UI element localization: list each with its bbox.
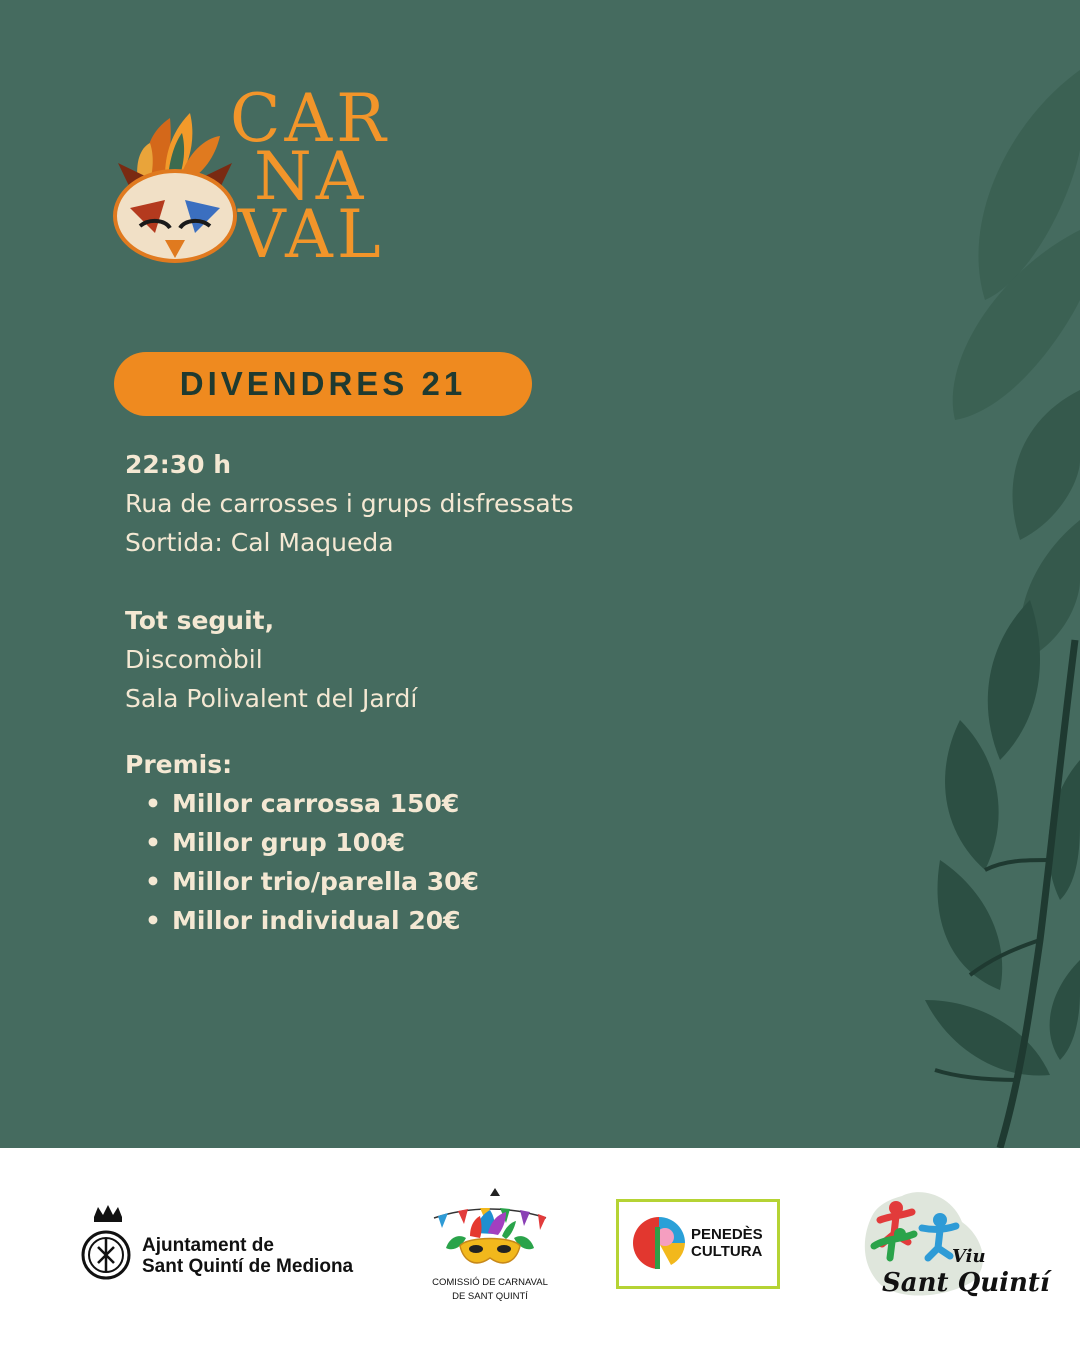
carnival-mask-icon <box>110 108 240 268</box>
prize-item: • Millor individual 20€ <box>125 901 479 940</box>
day-badge: DIVENDRES 21 <box>114 352 532 416</box>
penedes-line-1: PENEDÈS <box>691 1226 763 1243</box>
comissio-name <box>420 1276 560 1304</box>
prize-item: • Millor trio/parella 30€ <box>125 862 479 901</box>
viu-line-1: Viu <box>952 1246 986 1267</box>
prize-item: • Millor grup 100€ <box>125 823 479 862</box>
mask-garland-icon <box>420 1188 560 1274</box>
comissio-line-2: DE SANT QUINTÍ <box>452 1291 528 1302</box>
event-description: Discomòbil <box>125 645 263 674</box>
carnaval-title <box>230 80 400 273</box>
event-location: Sortida: Cal Maqueda <box>125 528 394 557</box>
prizes-heading: Premis: <box>125 750 233 779</box>
viu-sant-quinti-logo <box>852 1186 1050 1300</box>
title-line-3: VAL <box>238 196 385 273</box>
event-block-discomobil <box>125 601 417 718</box>
viu-line-2: Sant Quintí <box>882 1268 1050 1298</box>
prizes-list <box>125 784 479 940</box>
prizes-block <box>125 745 479 940</box>
event-block-rua <box>125 445 574 562</box>
comissio-line-1: COMISSIÓ DE CARNAVAL <box>432 1277 548 1288</box>
ajuntament-line-1: Ajuntament de <box>142 1235 274 1256</box>
viu-sant-quinti-name <box>882 1244 1050 1296</box>
prize-item: • Millor carrossa 150€ <box>125 784 479 823</box>
penedes-logo-icon <box>629 1213 689 1273</box>
title-line-2: NA <box>254 138 368 215</box>
penedes-cultura-logo <box>616 1199 780 1289</box>
penedes-name <box>691 1226 763 1260</box>
comissio-logo <box>420 1188 560 1310</box>
event-description: Rua de carrosses i grups disfressats <box>125 489 574 518</box>
coat-of-arms-icon <box>80 1205 136 1285</box>
title-line-1: CAR <box>230 80 390 157</box>
ajuntament-logo <box>80 1205 380 1285</box>
event-location: Sala Polivalent del Jardí <box>125 684 418 713</box>
event-heading: Tot seguit, <box>125 606 275 635</box>
ajuntament-name <box>142 1235 353 1277</box>
ajuntament-line-2: Sant Quintí de Mediona <box>142 1256 354 1277</box>
penedes-line-2: CULTURA <box>691 1243 763 1260</box>
event-time: 22:30 h <box>125 450 232 479</box>
